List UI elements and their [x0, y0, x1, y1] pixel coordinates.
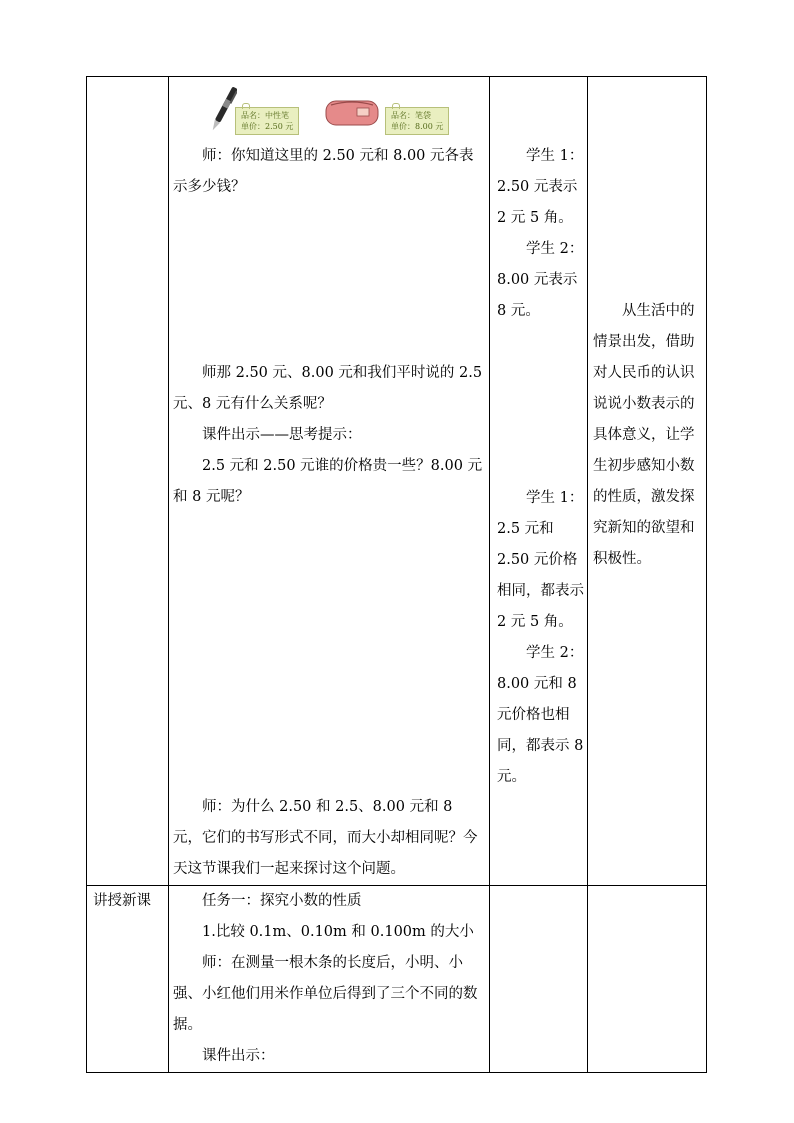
product-picture [199, 81, 459, 139]
student-answer-4: 学生 2：8.00 元和 8 元价格也相同，都表示 8 元。 [497, 645, 584, 785]
stage-label-new-lesson: 讲授新课 [93, 893, 151, 909]
thinking-hint: 2.5 元和 2.50 元谁的价格贵一些？8.00 元和 8 元呢？ [173, 458, 483, 505]
pen-price-label: 单价：2.50 元 [241, 122, 294, 131]
case-price-label: 单价：8.00 元 [391, 122, 444, 131]
stage-cell-new-lesson [87, 886, 169, 1073]
lesson-row-intro [87, 77, 707, 886]
student-answer-2: 学生 2：8.00 元表示 8 元。 [497, 241, 584, 319]
teacher-activity-cell-new-lesson [169, 886, 490, 1073]
design-intent-text: 从生活中的情景出发，借助对人民币的认识说说小数表示的具体意义，让学生初步感知小数的性质，激发探究新知的欲望和积极性。 [593, 303, 695, 567]
design-intent-cell-new-lesson [588, 886, 707, 1073]
pen-icon [211, 83, 237, 135]
pen-price-tag [235, 107, 299, 135]
teacher-activity-cell [169, 77, 490, 886]
case-price-tag [385, 107, 449, 135]
teacher-statement: 师：在测量一根木条的长度后，小明、小强、小红他们用米作单位后得到了三个不同的数据。 [173, 955, 478, 1033]
teacher-question-2: 师那 2.50 元、8.00 元和我们平时说的 2.5 元、8 元有什么关系呢？ [173, 365, 483, 412]
stage-cell [87, 77, 169, 886]
lesson-row-new-lesson [87, 886, 707, 1073]
courseware-show: 课件出示： [202, 1048, 275, 1064]
teacher-question-1: 师：你知道这里的 2.50 元和 8.00 元各表示多少钱？ [173, 148, 474, 195]
student-activity-cell [490, 77, 588, 886]
student-answer-3: 学生 1：2.5 元和 2.50 元价格相同，都表示 2 元 5 角。 [497, 490, 584, 630]
design-intent-cell [588, 77, 707, 886]
teacher-question-3: 师：为什么 2.50 和 2.5、8.00 元和 8 元，它们的书写形式不同，而大小却相同呢？今天这节课我们一起来探讨这个问题。 [173, 799, 478, 877]
lesson-table [86, 76, 707, 1073]
student-activity-cell-new-lesson [490, 886, 588, 1073]
courseware-prompt: 课件出示——思考提示： [202, 427, 362, 443]
student-answer-1: 学生 1：2.50 元表示 2 元 5 角。 [497, 148, 584, 226]
task-title: 任务一：探究小数的性质 [202, 893, 362, 909]
pencil-case-icon [323, 95, 381, 129]
step-title: 1.比较 0.1m、0.10m 和 0.100m 的大小 [202, 924, 474, 940]
case-name-label: 品名：笔袋 [391, 111, 431, 120]
pen-name-label: 品名：中性笔 [241, 111, 289, 120]
